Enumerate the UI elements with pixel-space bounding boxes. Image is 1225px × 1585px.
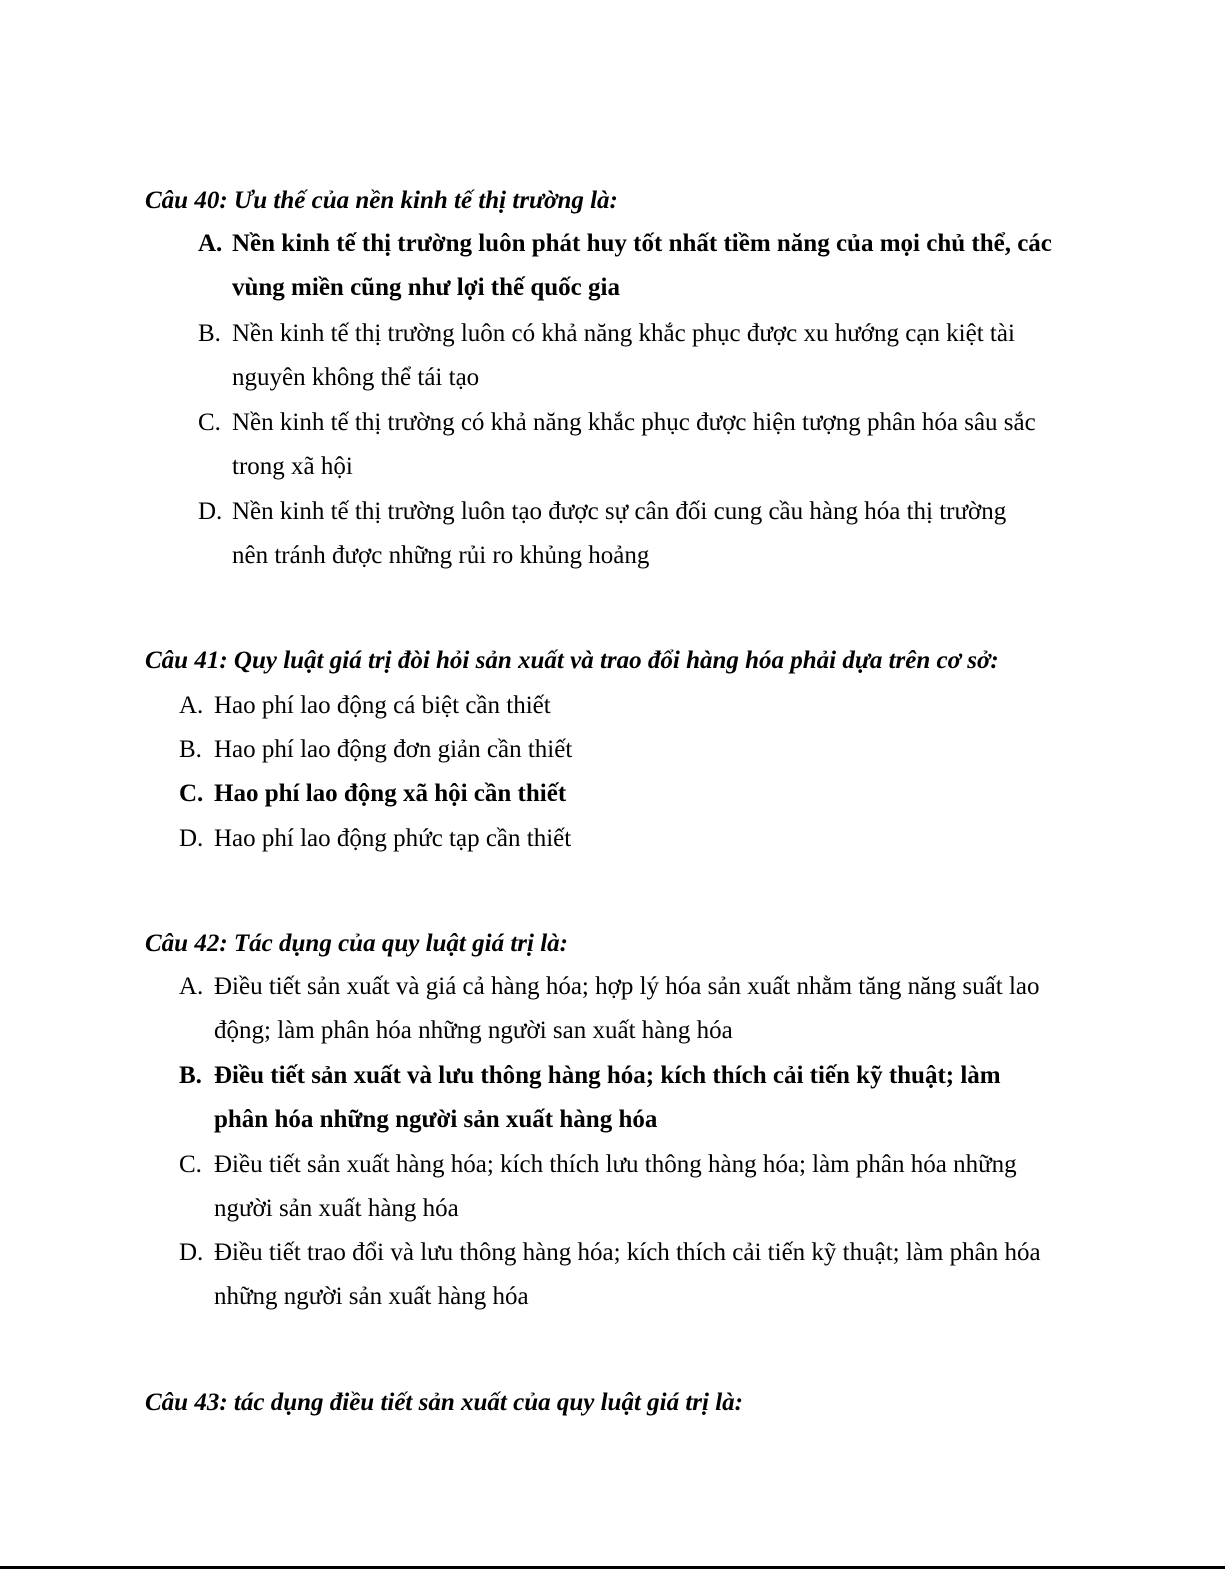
page-bottom-rule [0, 1566, 1225, 1569]
question-40-option-c [198, 401, 1068, 489]
question-41-option-a [179, 684, 1079, 728]
option-letter: B. [179, 736, 202, 763]
option-letter: C. [198, 409, 221, 436]
option-text: Hao phí lao động phức tạp cần thiết [214, 825, 572, 852]
option-letter: B. [179, 1062, 202, 1089]
option-text: Hao phí lao động xã hội cần thiết [214, 780, 567, 807]
option-text: Điều tiết sản xuất và lưu thông hàng hóa; kích thích cải tiến kỹ thuật; làm phân hóa những người sản xuất hàng hóa [214, 1062, 1001, 1133]
option-text: Nền kinh tế thị trường luôn phát huy tốt nhất tiềm năng của mọi chủ thể, các vùng miền cũng như lợi thế quốc gia [232, 230, 1052, 301]
option-text: Điều tiết trao đổi và lưu thông hàng hóa; kích thích cải tiến kỹ thuật; làm phân hóa những người sản xuất hàng hóa [214, 1239, 1041, 1310]
option-letter: C. [179, 1151, 202, 1178]
question-43-title: Câu 43: tác dụng điều tiết sản xuất của quy luật giá trị là: [145, 1389, 743, 1416]
option-text: Nền kinh tế thị trường có khả năng khắc phục được hiện tượng phân hóa sâu sắc trong xã hội [232, 409, 1036, 480]
question-41-option-b [179, 728, 1079, 772]
question-41-option-d [179, 817, 1079, 861]
option-letter: B. [198, 320, 221, 347]
option-letter: A. [179, 692, 204, 719]
question-41-option-c [179, 772, 1079, 816]
question-40-title: Câu 40: Ưu thế của nền kinh tế thị trường là: [145, 187, 618, 214]
option-text: Hao phí lao động đơn giản cần thiết [214, 736, 573, 763]
option-text: Nền kinh tế thị trường luôn có khả năng khắc phục được xu hướng cạn kiệt tài nguyên không thể tái tạo [232, 320, 1015, 391]
option-letter: A. [179, 973, 204, 1000]
question-40-option-d [198, 490, 1038, 578]
question-41-title: Câu 41: Quy luật giá trị đòi hỏi sản xuất và trao đổi hàng hóa phải dựa trên cơ sở: [145, 647, 999, 674]
option-letter: C. [179, 780, 204, 807]
option-letter: D. [179, 1239, 204, 1266]
option-letter: D. [179, 825, 204, 852]
question-42-option-b [179, 1054, 1044, 1142]
option-text: Hao phí lao động cá biệt cần thiết [214, 692, 551, 719]
question-40-option-b [198, 312, 1058, 400]
option-letter: D. [198, 498, 223, 525]
option-text: Điều tiết sản xuất hàng hóa; kích thích lưu thông hàng hóa; làm phân hóa những người sản xuất hàng hóa [214, 1151, 1017, 1222]
question-40-option-a [198, 222, 1058, 310]
question-42-option-a [179, 965, 1074, 1053]
question-42-option-c [179, 1143, 1059, 1231]
question-42-title: Câu 42: Tác dụng của quy luật giá trị là: [145, 930, 568, 957]
option-text: Điều tiết sản xuất và giá cả hàng hóa; hợp lý hóa sản xuất nhằm tăng năng suất lao động; làm phân hóa những người san xuất hàng hóa [214, 973, 1040, 1044]
option-text: Nền kinh tế thị trường luôn tạo được sự cân đối cung cầu hàng hóa thị trường nên tránh được những rủi ro khủng hoảng [232, 498, 1007, 569]
question-42-option-d [179, 1231, 1074, 1319]
option-letter: A. [198, 230, 223, 257]
